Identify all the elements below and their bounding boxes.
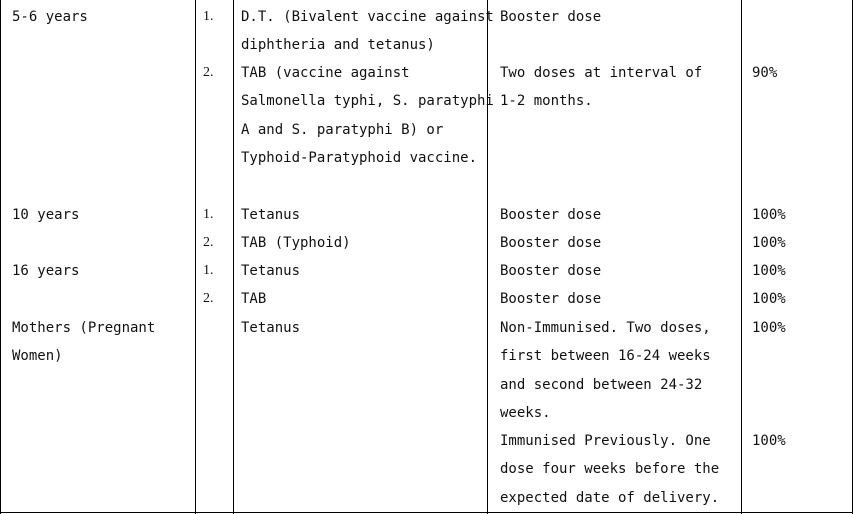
- age-cell: 10 years: [12, 207, 80, 223]
- item-number: 2.: [203, 65, 214, 80]
- item-number: 1. 2.: [203, 263, 214, 307]
- age-cell: Mothers (Pregnant Women): [12, 320, 156, 365]
- column-divider-number: [233, 0, 234, 514]
- dose-cell: Booster dose Booster dose: [500, 263, 602, 308]
- dose-cell: Booster dose Booster dose: [500, 207, 602, 252]
- age-cell: 5-6 years: [12, 9, 88, 25]
- column-divider-dose: [741, 0, 742, 514]
- column-divider-age: [195, 0, 196, 514]
- vaccine-cell: TAB (vaccine against Salmonella typhi, S. paratyphi A and S. paratyphi B) or Typhoid-Paratyphoid vaccine.: [241, 65, 494, 166]
- vaccine-cell: D.T. (Bivalent vaccine against diphtheria and tetanus): [241, 9, 494, 54]
- coverage-percent: 90%: [752, 65, 778, 81]
- coverage-percent: 100%: [752, 320, 786, 336]
- item-number: 1.: [203, 9, 214, 24]
- table-border-left: [0, 0, 1, 514]
- item-number: 1. 2.: [203, 207, 214, 251]
- dose-cell: Non-Immunised. Two doses, first between 16-24 weeks and second between 24-32 weeks. Immunised Previously. One dose four weeks before the expected date of delivery.: [500, 320, 720, 506]
- age-cell: 16 years: [12, 263, 80, 279]
- vaccine-cell: Tetanus TAB: [241, 263, 301, 308]
- vaccine-cell: Tetanus TAB (Typhoid): [241, 207, 351, 252]
- coverage-percent: 100% 100%: [752, 207, 786, 252]
- dose-cell: Two doses at interval of 1-2 months.: [500, 65, 703, 110]
- table-border-bottom: [0, 512, 853, 513]
- coverage-percent: 100% 100%: [752, 263, 786, 308]
- vaccine-cell: Tetanus: [241, 320, 301, 336]
- coverage-percent: 100%: [752, 433, 786, 449]
- dose-cell: Booster dose: [500, 9, 602, 25]
